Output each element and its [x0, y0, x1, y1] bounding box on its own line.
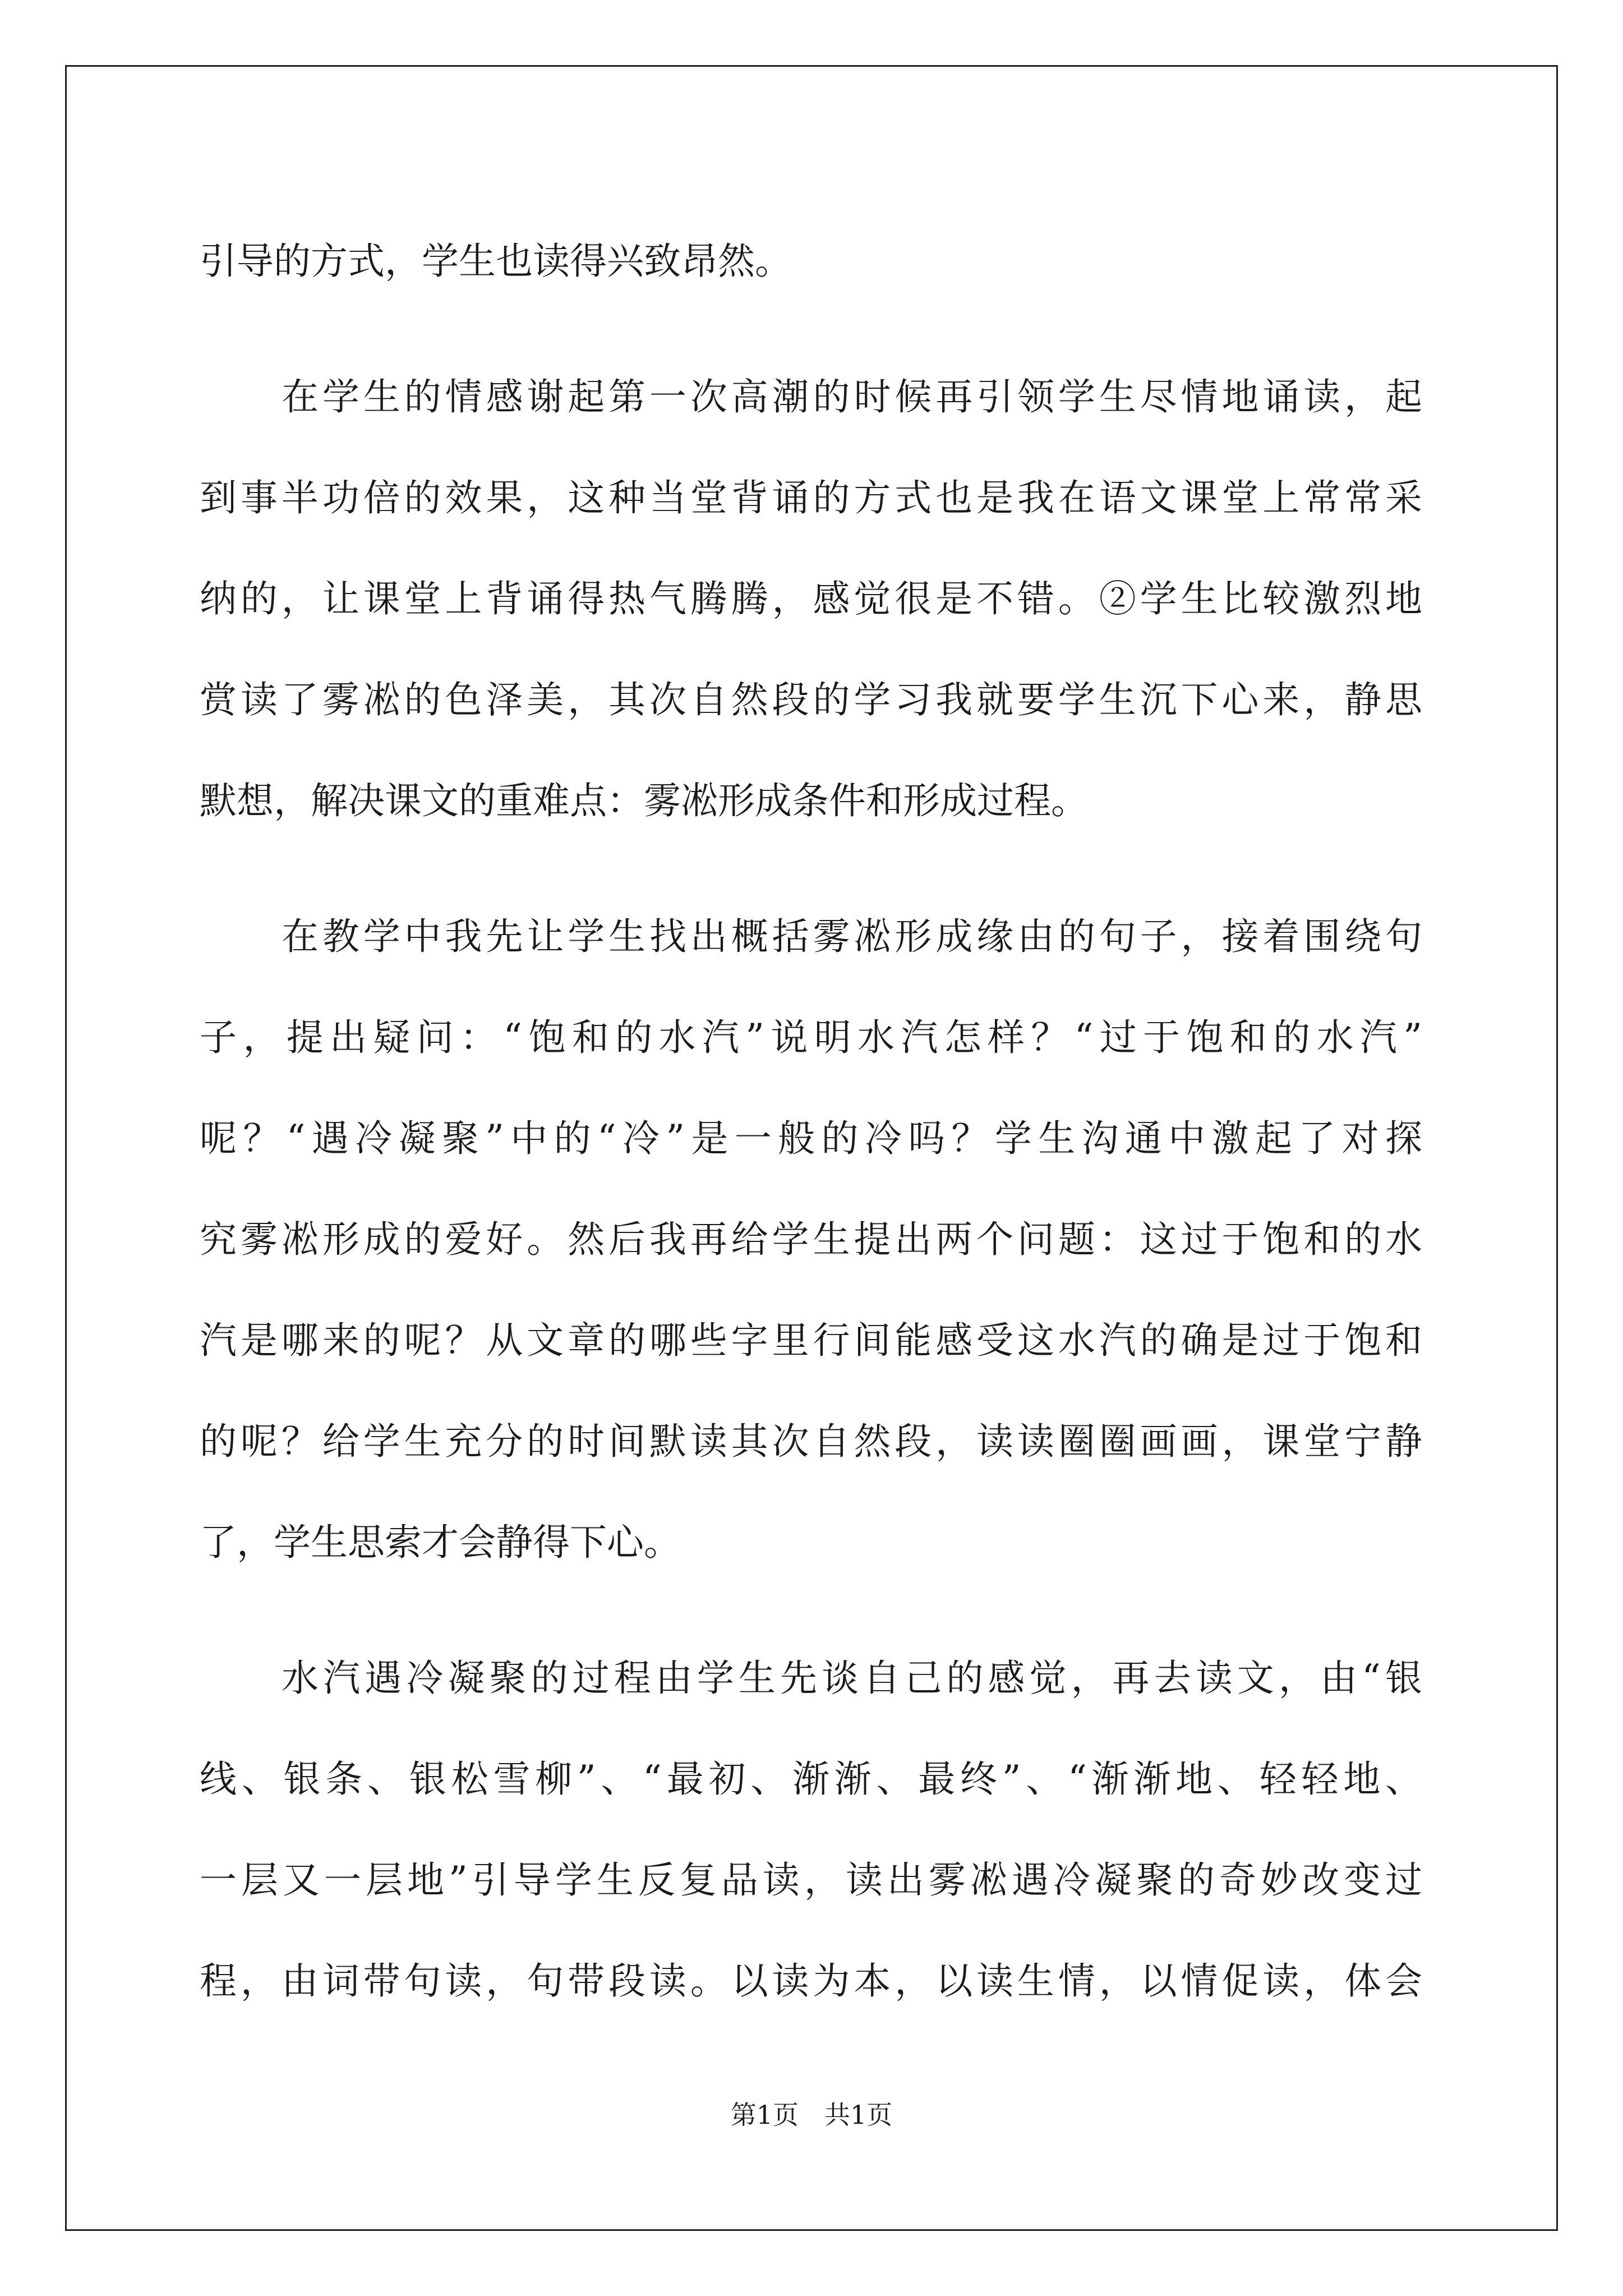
text-line: 纳的，让课堂上背诵得热气腾腾，感觉很是不错。②学生比较激烈地: [200, 577, 1422, 620]
text-line: 呢？“遇冷凝聚”中的“冷”是一般的冷吗？学生沟通中激起了对探: [200, 1117, 1422, 1160]
text-line: 线、银条、银松雪柳”、“最初、渐渐、最终”、“渐渐地、轻轻地、: [200, 1757, 1422, 1801]
text-line: 到事半功倍的效果，这种当堂背诵的方式也是我在语文课堂上常常采: [200, 476, 1422, 519]
document-body: [200, 211, 1422, 2032]
page-footer: 第1页 共1页: [730, 2100, 893, 2130]
text-line: 汽是哪来的呢？从文章的哪些字里行间能感受这水汽的确是过于饱和: [200, 1319, 1422, 1362]
text-line: 子，提出疑问：“饱和的水汽”说明水汽怎样？“过于饱和的水汽”: [200, 1016, 1422, 1059]
text-line: 赏读了雾凇的色泽美，其次自然段的学习我就要学生沉下心来，静思: [200, 678, 1422, 721]
paragraph: [200, 211, 1422, 312]
text-line: 一层又一层地”引导学生反复品读，读出雾凇遇冷凝聚的奇妙改变过: [200, 1858, 1422, 1902]
paragraph: [200, 1628, 1422, 2032]
paragraph: [200, 347, 1422, 852]
text-line: 程，由词带句读，句带段读。以读为本，以读生情，以情促读，体会: [200, 1959, 1422, 2003]
text-line: 水汽遇冷凝聚的过程由学生先谈自己的感觉，再去读文，由“银: [282, 1657, 1422, 1700]
text-line: 在教学中我先让学生找出概括雾凇形成缘由的句子，接着围绕句: [282, 915, 1422, 958]
paragraph: [200, 886, 1422, 1593]
text-line: 引导的方式，学生也读得兴致昂然。: [200, 240, 792, 283]
text-line: 在学生的情感谢起第一次高潮的时候再引领学生尽情地诵读，起: [282, 375, 1422, 418]
text-line: 的呢？给学生充分的时间默读其次自然段，读读圈圈画画，课堂宁静: [200, 1420, 1422, 1463]
text-line: 默想，解决课文的重难点：雾凇形成条件和形成过程。: [200, 779, 1088, 822]
text-line: 了，学生思索才会静得下心。: [200, 1521, 681, 1564]
text-line: 究雾凇形成的爱好。然后我再给学生提出两个问题：这过于饱和的水: [200, 1218, 1422, 1261]
